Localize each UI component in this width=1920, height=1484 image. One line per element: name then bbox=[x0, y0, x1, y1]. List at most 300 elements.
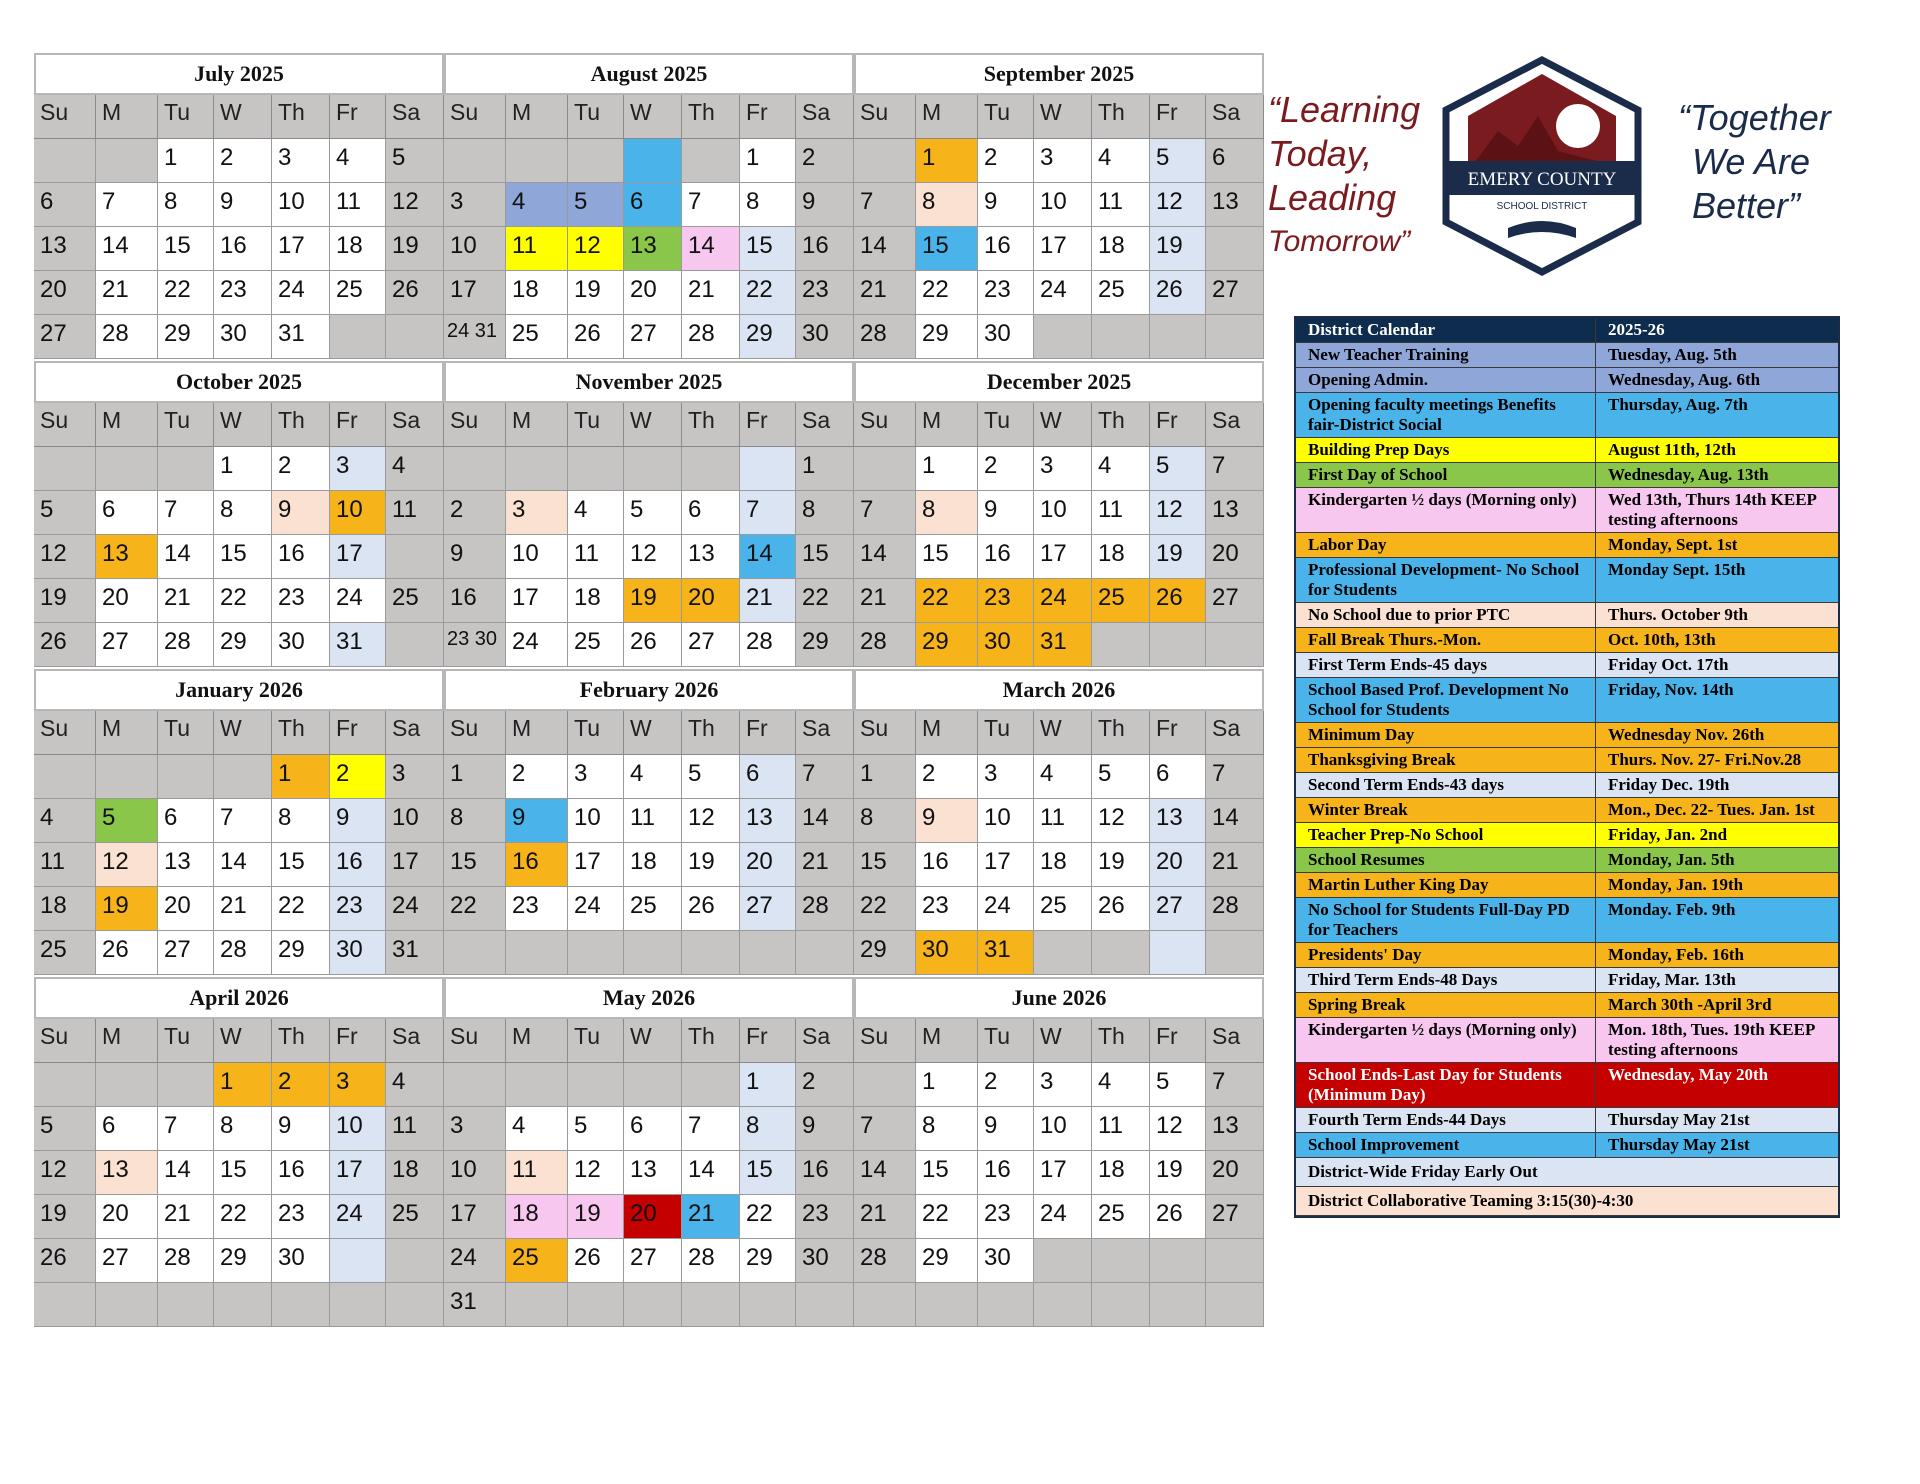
weekday-header: Fr bbox=[1150, 1019, 1206, 1063]
day-cell: 16 bbox=[272, 535, 330, 579]
day-cell: 20 bbox=[158, 887, 214, 931]
legend-row bbox=[1296, 558, 1838, 603]
day-cell bbox=[568, 1063, 624, 1107]
day-cell: 26 bbox=[1092, 887, 1150, 931]
day-cell: 1 bbox=[796, 447, 854, 491]
legend-row bbox=[1296, 438, 1838, 463]
day-cell: 24 bbox=[568, 887, 624, 931]
day-cell: 8 bbox=[854, 799, 916, 843]
day-cell: 10 bbox=[568, 799, 624, 843]
weekday-header: Sa bbox=[796, 403, 854, 447]
legend-event: Kindergarten ½ days (Morning only) bbox=[1296, 488, 1596, 532]
day-cell: 4 bbox=[624, 755, 682, 799]
day-cell: 31 bbox=[330, 623, 386, 667]
day-cell bbox=[682, 931, 740, 975]
day-cell: 10 bbox=[330, 491, 386, 535]
day-cell bbox=[568, 931, 624, 975]
day-cell: 19 bbox=[34, 579, 96, 623]
day-cell: 2 bbox=[506, 755, 568, 799]
weekday-header: Tu bbox=[978, 95, 1034, 139]
legend-row bbox=[1296, 628, 1838, 653]
day-cell bbox=[386, 1283, 444, 1327]
weekday-header: Su bbox=[34, 711, 96, 755]
weekday-header: M bbox=[916, 95, 978, 139]
day-cell: 12 bbox=[386, 183, 444, 227]
day-cell: 1 bbox=[444, 755, 506, 799]
legend-date: Monday, Feb. 16th bbox=[1608, 945, 1745, 964]
day-cell: 8 bbox=[916, 491, 978, 535]
weekday-header: Fr bbox=[1150, 711, 1206, 755]
day-cell: 22 bbox=[916, 271, 978, 315]
legend-header-year: 2025-26 bbox=[1608, 320, 1665, 339]
day-cell: 23 bbox=[978, 579, 1034, 623]
day-cell: 13 bbox=[682, 535, 740, 579]
day-cell bbox=[854, 1283, 916, 1327]
day-cell: 9 bbox=[214, 183, 272, 227]
day-cell: 8 bbox=[916, 183, 978, 227]
weekday-header: W bbox=[214, 711, 272, 755]
day-cell: 30 bbox=[978, 623, 1034, 667]
day-cell: 24 bbox=[1034, 579, 1092, 623]
legend-row bbox=[1296, 968, 1838, 993]
day-cell: 17 bbox=[386, 843, 444, 887]
day-cell bbox=[916, 1283, 978, 1327]
day-cell: 25 bbox=[1092, 1195, 1150, 1239]
day-cell: 20 bbox=[624, 271, 682, 315]
day-cell: 23 bbox=[796, 271, 854, 315]
day-cell: 24 bbox=[330, 1195, 386, 1239]
day-cell: 7 bbox=[158, 1107, 214, 1151]
day-cell: 28 bbox=[854, 1239, 916, 1283]
day-cell: 24 bbox=[272, 271, 330, 315]
legend-date: Mon., Dec. 22- Tues. Jan. 1st bbox=[1608, 800, 1815, 819]
day-cell: 16 bbox=[796, 1151, 854, 1195]
day-cell: 14 bbox=[158, 535, 214, 579]
day-cell: 20 bbox=[96, 1195, 158, 1239]
day-cell: 22 bbox=[854, 887, 916, 931]
day-cell: 18 bbox=[1092, 1151, 1150, 1195]
day-cell: 12 bbox=[34, 535, 96, 579]
legend-row bbox=[1296, 723, 1838, 748]
weekday-header: M bbox=[916, 403, 978, 447]
legend-event: Labor Day bbox=[1296, 533, 1596, 557]
quote-line: Today, bbox=[1268, 133, 1373, 174]
day-cell: 29 bbox=[916, 315, 978, 359]
weekday-header: Su bbox=[444, 1019, 506, 1063]
day-cell: 13 bbox=[740, 799, 796, 843]
day-cell: 14 bbox=[682, 227, 740, 271]
day-cell: 29 bbox=[916, 623, 978, 667]
day-cell: 7 bbox=[214, 799, 272, 843]
legend-header-title: District Calendar bbox=[1296, 318, 1596, 342]
day-cell: 15 bbox=[444, 843, 506, 887]
day-cell bbox=[158, 1283, 214, 1327]
legend-row bbox=[1296, 603, 1838, 628]
day-cell: 23 bbox=[272, 1195, 330, 1239]
legend-row bbox=[1296, 653, 1838, 678]
day-cell bbox=[506, 931, 568, 975]
legend-row bbox=[1296, 533, 1838, 558]
day-cell: 29 bbox=[854, 931, 916, 975]
day-cell: 20 bbox=[1206, 535, 1264, 579]
day-cell: 2 bbox=[272, 447, 330, 491]
legend-row bbox=[1296, 368, 1838, 393]
legend-row bbox=[1296, 1133, 1838, 1158]
legend-date: Monday Sept. 15th bbox=[1608, 560, 1746, 579]
day-cell: 8 bbox=[740, 183, 796, 227]
day-cell: 8 bbox=[916, 1107, 978, 1151]
legend-date: Friday Dec. 19th bbox=[1608, 775, 1730, 794]
weekday-header: Tu bbox=[158, 1019, 214, 1063]
weekday-header: Th bbox=[272, 95, 330, 139]
day-cell: 16 bbox=[214, 227, 272, 271]
day-cell: 9 bbox=[444, 535, 506, 579]
day-cell: 19 bbox=[1150, 227, 1206, 271]
legend-row bbox=[1296, 678, 1838, 723]
day-cell: 4 bbox=[1092, 139, 1150, 183]
day-cell bbox=[96, 139, 158, 183]
weekday-header: W bbox=[1034, 403, 1092, 447]
day-cell: 15 bbox=[214, 1151, 272, 1195]
day-cell: 11 bbox=[1092, 183, 1150, 227]
day-cell: 19 bbox=[624, 579, 682, 623]
day-cell: 24 bbox=[506, 623, 568, 667]
day-cell bbox=[740, 931, 796, 975]
day-cell bbox=[330, 1283, 386, 1327]
weekday-header: M bbox=[506, 711, 568, 755]
day-cell bbox=[1206, 1239, 1264, 1283]
day-cell bbox=[624, 447, 682, 491]
day-cell: 19 bbox=[386, 227, 444, 271]
weekday-header: Tu bbox=[158, 711, 214, 755]
day-cell: 12 bbox=[568, 1151, 624, 1195]
legend-event: School Resumes bbox=[1296, 848, 1596, 872]
weekday-header: Th bbox=[272, 1019, 330, 1063]
day-cell: 19 bbox=[1150, 1151, 1206, 1195]
legend-date: Oct. 10th, 13th bbox=[1608, 630, 1716, 649]
day-cell bbox=[34, 447, 96, 491]
legend-row bbox=[1296, 1063, 1838, 1108]
day-cell: 23 bbox=[916, 887, 978, 931]
day-cell: 21 bbox=[682, 1195, 740, 1239]
legend-event: Kindergarten ½ days (Morning only) bbox=[1296, 1018, 1596, 1062]
day-cell: 30 bbox=[978, 1239, 1034, 1283]
legend-date: Thurs. October 9th bbox=[1608, 605, 1748, 624]
day-cell: 14 bbox=[96, 227, 158, 271]
day-cell: 31 bbox=[978, 931, 1034, 975]
weekday-header: Sa bbox=[796, 95, 854, 139]
logo-subtitle: SCHOOL DISTRICT bbox=[1496, 201, 1588, 212]
day-cell: 28 bbox=[158, 1239, 214, 1283]
day-cell: 10 bbox=[444, 227, 506, 271]
day-cell: 11 bbox=[506, 1151, 568, 1195]
day-cell: 7 bbox=[1206, 447, 1264, 491]
legend-event: Fourth Term Ends-44 Days bbox=[1296, 1108, 1596, 1132]
day-cell: 26 bbox=[624, 623, 682, 667]
day-cell: 5 bbox=[1150, 1063, 1206, 1107]
day-cell: 18 bbox=[506, 1195, 568, 1239]
day-cell: 1 bbox=[916, 447, 978, 491]
day-cell: 14 bbox=[1206, 799, 1264, 843]
weekday-header: W bbox=[214, 403, 272, 447]
day-cell: 16 bbox=[506, 843, 568, 887]
month-title: July 2025 bbox=[34, 53, 444, 95]
month-title: April 2026 bbox=[34, 977, 444, 1019]
day-cell: 12 bbox=[1150, 183, 1206, 227]
weekday-header: W bbox=[214, 1019, 272, 1063]
day-cell: 26 bbox=[96, 931, 158, 975]
day-cell: 31 bbox=[386, 931, 444, 975]
weekday-header: Th bbox=[682, 711, 740, 755]
day-cell: 25 bbox=[506, 1239, 568, 1283]
day-cell: 4 bbox=[34, 799, 96, 843]
weekday-header: Tu bbox=[568, 403, 624, 447]
day-cell: 22 bbox=[796, 579, 854, 623]
day-cell: 21 bbox=[740, 579, 796, 623]
logo-name: EMERY COUNTY bbox=[1467, 169, 1617, 190]
day-cell: 14 bbox=[854, 1151, 916, 1195]
day-cell: 23 bbox=[272, 579, 330, 623]
day-cell: 27 bbox=[158, 931, 214, 975]
day-cell bbox=[1150, 315, 1206, 359]
day-cell: 8 bbox=[444, 799, 506, 843]
day-cell bbox=[1150, 1283, 1206, 1327]
weekday-header: Sa bbox=[386, 1019, 444, 1063]
day-cell: 28 bbox=[214, 931, 272, 975]
month-title: January 2026 bbox=[34, 669, 444, 711]
day-cell: 8 bbox=[796, 491, 854, 535]
day-cell: 28 bbox=[854, 315, 916, 359]
day-cell: 7 bbox=[1206, 1063, 1264, 1107]
day-cell: 22 bbox=[740, 271, 796, 315]
day-cell bbox=[444, 931, 506, 975]
day-cell bbox=[1206, 623, 1264, 667]
legend-event: Presidents' Day bbox=[1296, 943, 1596, 967]
legend-date: Monday, Jan. 19th bbox=[1608, 875, 1744, 894]
day-cell: 5 bbox=[34, 1107, 96, 1151]
day-cell bbox=[34, 1283, 96, 1327]
day-cell: 6 bbox=[1150, 755, 1206, 799]
day-cell: 18 bbox=[34, 887, 96, 931]
weekday-header: Th bbox=[682, 95, 740, 139]
day-cell bbox=[1034, 1239, 1092, 1283]
day-cell: 21 bbox=[796, 843, 854, 887]
day-cell bbox=[444, 139, 506, 183]
day-cell: 13 bbox=[1206, 1107, 1264, 1151]
day-cell: 28 bbox=[682, 315, 740, 359]
weekday-header: Su bbox=[34, 1019, 96, 1063]
day-cell bbox=[386, 535, 444, 579]
day-cell: 4 bbox=[386, 447, 444, 491]
month-title: February 2026 bbox=[444, 669, 854, 711]
day-cell: 13 bbox=[34, 227, 96, 271]
day-cell: 22 bbox=[158, 271, 214, 315]
day-cell: 11 bbox=[386, 1107, 444, 1151]
weekday-header: M bbox=[916, 711, 978, 755]
weekday-header: Th bbox=[272, 711, 330, 755]
day-cell: 2 bbox=[330, 755, 386, 799]
day-cell: 13 bbox=[624, 1151, 682, 1195]
day-cell: 8 bbox=[272, 799, 330, 843]
day-cell: 29 bbox=[740, 315, 796, 359]
weekday-header: Th bbox=[1092, 1019, 1150, 1063]
quote-line: Leading bbox=[1268, 177, 1397, 218]
weekday-header: Sa bbox=[796, 711, 854, 755]
day-cell: 14 bbox=[854, 535, 916, 579]
district-calendar-legend bbox=[1294, 316, 1840, 1218]
legend-footer-row bbox=[1296, 1187, 1838, 1216]
day-cell bbox=[1092, 315, 1150, 359]
day-cell bbox=[1206, 315, 1264, 359]
weekday-header: Tu bbox=[158, 95, 214, 139]
day-cell: 29 bbox=[158, 315, 214, 359]
day-cell: 2 bbox=[796, 139, 854, 183]
weekday-header: Fr bbox=[1150, 95, 1206, 139]
legend-row bbox=[1296, 1108, 1838, 1133]
legend-row bbox=[1296, 873, 1838, 898]
day-cell: 2 bbox=[444, 491, 506, 535]
day-cell: 14 bbox=[796, 799, 854, 843]
day-cell: 17 bbox=[1034, 1151, 1092, 1195]
day-cell: 13 bbox=[1206, 491, 1264, 535]
day-cell: 17 bbox=[330, 1151, 386, 1195]
day-cell: 17 bbox=[444, 1195, 506, 1239]
day-cell: 19 bbox=[1092, 843, 1150, 887]
day-cell: 30 bbox=[796, 315, 854, 359]
day-cell: 6 bbox=[34, 183, 96, 227]
month-title: August 2025 bbox=[444, 53, 854, 95]
weekday-header: Sa bbox=[386, 711, 444, 755]
legend-date: Wednesday, Aug. 6th bbox=[1608, 370, 1761, 389]
day-cell: 16 bbox=[916, 843, 978, 887]
legend-date: Friday Oct. 17th bbox=[1608, 655, 1729, 674]
day-cell: 10 bbox=[506, 535, 568, 579]
day-cell: 18 bbox=[386, 1151, 444, 1195]
day-cell: 26 bbox=[34, 1239, 96, 1283]
day-cell: 21 bbox=[854, 579, 916, 623]
day-cell: 9 bbox=[272, 491, 330, 535]
day-cell: 7 bbox=[854, 491, 916, 535]
weekday-header: Fr bbox=[740, 711, 796, 755]
day-cell: 25 bbox=[624, 887, 682, 931]
day-cell: 20 bbox=[1206, 1151, 1264, 1195]
day-cell: 12 bbox=[1150, 1107, 1206, 1151]
day-cell: 27 bbox=[96, 623, 158, 667]
day-cell bbox=[330, 315, 386, 359]
weekday-header: Sa bbox=[386, 403, 444, 447]
day-cell: 13 bbox=[158, 843, 214, 887]
day-cell: 15 bbox=[796, 535, 854, 579]
day-cell: 28 bbox=[1206, 887, 1264, 931]
day-cell: 7 bbox=[1206, 755, 1264, 799]
weekday-header: Tu bbox=[568, 1019, 624, 1063]
legend-event: School Improvement bbox=[1296, 1133, 1596, 1157]
day-cell: 3 bbox=[1034, 447, 1092, 491]
day-cell bbox=[624, 139, 682, 183]
day-cell: 4 bbox=[330, 139, 386, 183]
day-cell: 12 bbox=[1092, 799, 1150, 843]
day-cell: 3 bbox=[444, 183, 506, 227]
day-cell bbox=[682, 447, 740, 491]
day-cell bbox=[386, 315, 444, 359]
day-cell: 11 bbox=[624, 799, 682, 843]
legend-event: Spring Break bbox=[1296, 993, 1596, 1017]
day-cell: 18 bbox=[1034, 843, 1092, 887]
day-cell: 24 bbox=[1034, 1195, 1092, 1239]
day-cell: 11 bbox=[1034, 799, 1092, 843]
day-cell: 31 bbox=[272, 315, 330, 359]
day-cell: 1 bbox=[272, 755, 330, 799]
weekday-header: Fr bbox=[740, 403, 796, 447]
legend-row bbox=[1296, 898, 1838, 943]
day-cell: 24 bbox=[444, 1239, 506, 1283]
day-cell: 9 bbox=[916, 799, 978, 843]
day-cell bbox=[96, 447, 158, 491]
day-cell bbox=[624, 1283, 682, 1327]
weekday-header: Sa bbox=[1206, 711, 1264, 755]
day-cell: 19 bbox=[568, 271, 624, 315]
day-cell: 14 bbox=[158, 1151, 214, 1195]
day-cell: 1 bbox=[740, 139, 796, 183]
day-cell bbox=[1206, 1283, 1264, 1327]
day-cell: 10 bbox=[1034, 1107, 1092, 1151]
legend-date: Monday, Jan. 5th bbox=[1608, 850, 1735, 869]
day-cell: 15 bbox=[158, 227, 214, 271]
day-cell: 4 bbox=[386, 1063, 444, 1107]
day-cell bbox=[682, 139, 740, 183]
day-cell: 28 bbox=[854, 623, 916, 667]
day-cell: 14 bbox=[214, 843, 272, 887]
day-cell: 3 bbox=[1034, 139, 1092, 183]
weekday-header: W bbox=[1034, 711, 1092, 755]
day-cell: 8 bbox=[740, 1107, 796, 1151]
day-cell: 28 bbox=[96, 315, 158, 359]
day-cell: 2 bbox=[272, 1063, 330, 1107]
day-cell: 23 bbox=[506, 887, 568, 931]
weekday-header: M bbox=[96, 1019, 158, 1063]
day-cell: 5 bbox=[1150, 447, 1206, 491]
day-cell: 6 bbox=[740, 755, 796, 799]
day-cell: 6 bbox=[682, 491, 740, 535]
day-cell: 30 bbox=[978, 315, 1034, 359]
day-cell: 25 bbox=[1092, 271, 1150, 315]
day-cell: 2 bbox=[214, 139, 272, 183]
day-cell: 29 bbox=[272, 931, 330, 975]
weekday-header: Tu bbox=[158, 403, 214, 447]
day-cell: 15 bbox=[740, 1151, 796, 1195]
day-cell: 16 bbox=[978, 1151, 1034, 1195]
day-cell: 6 bbox=[158, 799, 214, 843]
day-cell: 28 bbox=[682, 1239, 740, 1283]
legend-header bbox=[1296, 318, 1838, 343]
day-cell bbox=[158, 755, 214, 799]
day-cell: 27 bbox=[740, 887, 796, 931]
month-title: June 2026 bbox=[854, 977, 1264, 1019]
legend-date: Monday, Sept. 1st bbox=[1608, 535, 1738, 554]
legend-date: Thursday May 21st bbox=[1608, 1110, 1750, 1129]
day-cell: 7 bbox=[796, 755, 854, 799]
day-cell: 31 bbox=[1034, 623, 1092, 667]
day-cell: 15 bbox=[916, 535, 978, 579]
weekday-header: M bbox=[916, 1019, 978, 1063]
day-cell: 18 bbox=[1092, 535, 1150, 579]
day-cell: 25 bbox=[1092, 579, 1150, 623]
day-cell: 6 bbox=[96, 1107, 158, 1151]
day-cell: 29 bbox=[740, 1239, 796, 1283]
day-cell: 30 bbox=[796, 1239, 854, 1283]
day-cell: 10 bbox=[444, 1151, 506, 1195]
legend-row bbox=[1296, 823, 1838, 848]
